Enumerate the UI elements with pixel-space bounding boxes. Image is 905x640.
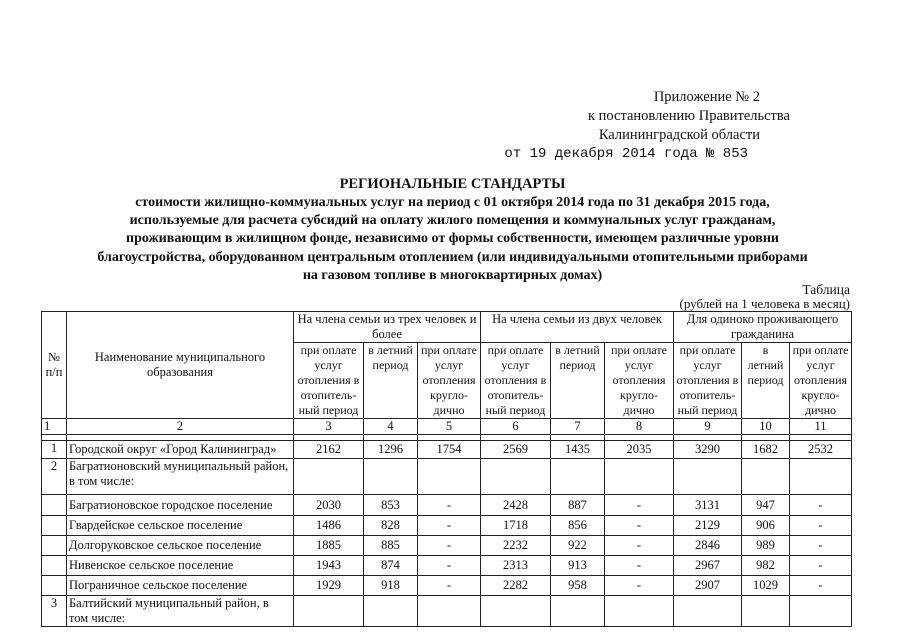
value-cell: 2232	[481, 536, 551, 556]
value-cell: 856	[551, 516, 605, 536]
value-cell	[481, 596, 551, 627]
document-title: РЕГИОНАЛЬНЫЕ СТАНДАРТЫ	[339, 176, 566, 192]
value-cell: 1885	[294, 536, 364, 556]
row-number: 1	[42, 441, 67, 459]
value-cell: 989	[742, 536, 790, 556]
appendix-line: Калининградской области	[598, 127, 760, 143]
value-cell: 2162	[294, 441, 364, 459]
value-cell	[674, 459, 742, 495]
header-number: № п/п	[42, 312, 67, 419]
table-row	[42, 536, 852, 556]
value-cell: -	[605, 556, 674, 576]
value-cell: -	[790, 495, 852, 516]
value-cell: 2313	[481, 556, 551, 576]
column-number: 11	[790, 419, 852, 435]
document-subtitle	[40, 194, 865, 285]
appendix-line: Приложение № 2	[653, 89, 760, 105]
value-cell: 887	[551, 495, 605, 516]
subtitle-line: благоустройства, оборудованном центральным отоплением (или индивидуальными отопительными приборами	[97, 249, 808, 265]
municipality-name: Гвардейское сельское поселение	[67, 516, 294, 536]
municipality-name: Балтийский муниципальный район, в том числе:	[67, 596, 294, 627]
column-number: 8	[605, 419, 674, 435]
value-cell: -	[418, 516, 481, 536]
table-body	[42, 441, 852, 627]
value-cell: 982	[742, 556, 790, 576]
value-cell	[674, 596, 742, 627]
value-cell: 853	[364, 495, 418, 516]
table-row	[42, 441, 852, 459]
row-number: 2	[42, 459, 67, 495]
value-cell: 2907	[674, 576, 742, 596]
value-cell: 906	[742, 516, 790, 536]
value-cell: -	[605, 536, 674, 556]
value-cell: 958	[551, 576, 605, 596]
header-sub-yearround: при оплате услуг отопления кругло-дично	[790, 343, 852, 419]
value-cell	[551, 596, 605, 627]
header-group-two: На члена семьи из двух человек	[481, 312, 674, 343]
value-cell: -	[790, 556, 852, 576]
row-number	[42, 576, 67, 596]
value-cell: -	[605, 516, 674, 536]
table-row	[42, 516, 852, 536]
subtitle-line: на газовом топливе в многоквартирных домах)	[302, 267, 603, 283]
table-row	[42, 495, 852, 516]
value-cell: 918	[364, 576, 418, 596]
value-cell	[742, 459, 790, 495]
value-cell: 1929	[294, 576, 364, 596]
value-cell: 2035	[605, 441, 674, 459]
header-sub-summer: в летний период	[551, 343, 605, 419]
table-row	[42, 596, 852, 627]
header-sub-yearround: при оплате услуг отопления кругло-дично	[605, 343, 674, 419]
value-cell	[605, 596, 674, 627]
value-cell	[364, 459, 418, 495]
header-sub-heating: при оплате услуг отопления в отопитель-ный период	[674, 343, 742, 419]
header-sub-summer: в летний период	[364, 343, 418, 419]
value-cell: 885	[364, 536, 418, 556]
table-label: Таблица	[802, 282, 850, 297]
value-cell: 1943	[294, 556, 364, 576]
value-cell: -	[418, 556, 481, 576]
subtitle-line: используемые для расчета субсидий на оплату жилого помещения и коммунальных услуг гражданам,	[129, 213, 776, 229]
value-cell	[294, 596, 364, 627]
value-cell: 874	[364, 556, 418, 576]
value-cell: 828	[364, 516, 418, 536]
table-row	[42, 556, 852, 576]
column-number: 9	[674, 419, 742, 435]
appendix-line: от 19 декабря 2014 года № 853	[504, 146, 748, 162]
column-number: 10	[742, 419, 790, 435]
column-number: 4	[364, 419, 418, 435]
value-cell: 2428	[481, 495, 551, 516]
municipality-name: Багратионовский муниципальный район, в том числе:	[67, 459, 294, 495]
header-group-three: На члена семьи из трех человек и более	[294, 312, 481, 343]
subtitle-line: стоимости жилищно-коммунальных услуг на период с 01 октября 2014 года по 31 декабря 2015 года,	[135, 195, 770, 210]
row-number	[42, 556, 67, 576]
value-cell	[418, 459, 481, 495]
value-cell	[790, 596, 852, 627]
value-cell: 2129	[674, 516, 742, 536]
value-cell: 2030	[294, 495, 364, 516]
value-cell	[605, 459, 674, 495]
value-cell: -	[418, 536, 481, 556]
value-cell: 1435	[551, 441, 605, 459]
column-number: 6	[481, 419, 551, 435]
row-number	[42, 536, 67, 556]
value-cell: 1486	[294, 516, 364, 536]
appendix-line: к постановлению Правительства	[588, 108, 790, 124]
value-cell: 1718	[481, 516, 551, 536]
value-cell: -	[605, 576, 674, 596]
value-cell	[294, 459, 364, 495]
subtitle-line: проживающим в жилищном фонде, независимо от формы собственности, имеющем различные уровни	[126, 231, 779, 247]
value-cell: -	[790, 536, 852, 556]
value-cell: -	[790, 516, 852, 536]
value-cell	[481, 459, 551, 495]
header-group-single: Для одиноко проживающего гражданина	[674, 312, 852, 343]
value-cell: -	[418, 495, 481, 516]
row-number	[42, 516, 67, 536]
value-cell: 1682	[742, 441, 790, 459]
row-number	[42, 495, 67, 516]
value-cell: 2967	[674, 556, 742, 576]
header-sub-yearround: при оплате услуг отопления кругло-дично	[418, 343, 481, 419]
unit-label: (рублей на 1 человека в месяц)	[679, 296, 850, 311]
value-cell: 922	[551, 536, 605, 556]
value-cell: 2282	[481, 576, 551, 596]
value-cell	[790, 459, 852, 495]
value-cell: 3131	[674, 495, 742, 516]
header-name: Наименование муниципального образования	[67, 312, 294, 419]
value-cell: 1296	[364, 441, 418, 459]
value-cell: -	[790, 576, 852, 596]
appendix-block	[500, 88, 790, 164]
column-number: 2	[67, 419, 294, 435]
header-sub-summer: в летний период	[742, 343, 790, 419]
column-number: 5	[418, 419, 481, 435]
standards-table	[41, 311, 852, 627]
table-row	[42, 576, 852, 596]
value-cell: 1754	[418, 441, 481, 459]
municipality-name: Пограничное сельское поселение	[67, 576, 294, 596]
value-cell	[364, 596, 418, 627]
value-cell: 2846	[674, 536, 742, 556]
column-number-row	[42, 419, 852, 435]
municipality-name: Долгоруковское сельское поселение	[67, 536, 294, 556]
value-cell: -	[605, 495, 674, 516]
municipality-name: Багратионовское городское поселение	[67, 495, 294, 516]
column-number: 7	[551, 419, 605, 435]
value-cell: 1029	[742, 576, 790, 596]
header-sub-heating: при оплате услуг отопления в отопитель-ный период	[481, 343, 551, 419]
value-cell: 947	[742, 495, 790, 516]
value-cell: 913	[551, 556, 605, 576]
column-number: 3	[294, 419, 364, 435]
value-cell	[418, 596, 481, 627]
row-number: 3	[42, 596, 67, 627]
value-cell: 2532	[790, 441, 852, 459]
municipality-name: Нивенское сельское поселение	[67, 556, 294, 576]
municipality-name: Городской округ «Город Калининград»	[67, 441, 294, 459]
header-sub-heating: при оплате услуг отопления в отопитель-ный период	[294, 343, 364, 419]
table-row	[42, 459, 852, 495]
value-cell	[551, 459, 605, 495]
value-cell: -	[418, 576, 481, 596]
column-number: 1	[42, 419, 67, 435]
value-cell: 3290	[674, 441, 742, 459]
value-cell: 2569	[481, 441, 551, 459]
value-cell	[742, 596, 790, 627]
